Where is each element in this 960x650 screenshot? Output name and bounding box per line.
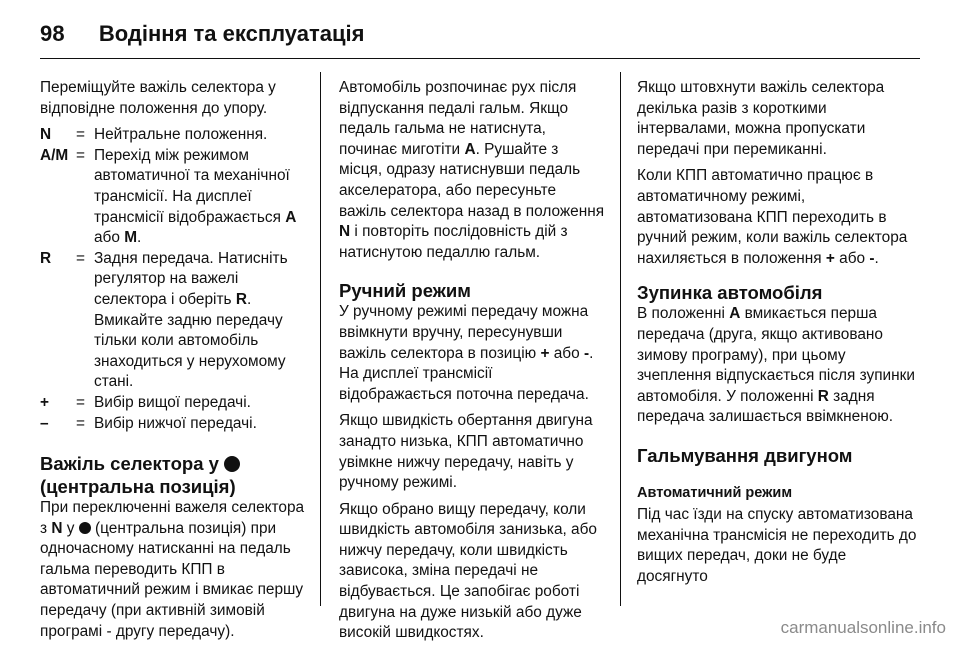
- definition-item: [40, 414, 312, 435]
- definition-item: [40, 125, 312, 146]
- page-number: 98: [40, 21, 65, 46]
- column-divider-2: [620, 72, 621, 606]
- bold-symbol: -: [583, 344, 590, 362]
- text-run: і повторіть послідовність дій з натиснутою педаллю гальм.: [339, 223, 568, 261]
- definition-text: [94, 249, 312, 393]
- definition-item: [40, 146, 312, 249]
- bold-symbol: -: [869, 249, 875, 267]
- bold-letter: R: [817, 387, 829, 405]
- subheading-automatic-mode: Автоматичний режим: [637, 484, 793, 501]
- definition-term: +: [40, 393, 49, 411]
- text-run: або: [94, 229, 125, 247]
- bold-letter: M: [124, 229, 138, 247]
- text-run: .: [874, 249, 879, 267]
- section-heading-center-position: [40, 452, 312, 498]
- text-run: .: [137, 229, 142, 247]
- text-run: Задня передача. Натисніть регулятор на важелі селектора і оберіть: [94, 249, 288, 308]
- text-run: У ручному режимі передачу можна ввімкнути вручну, пересунувши важіль селектора в позицію: [339, 303, 589, 362]
- text-run: задня передача залишається ввімкненою.: [637, 387, 894, 426]
- center-position-dot-icon: [224, 456, 240, 472]
- manual-mode-paragraph: [339, 302, 605, 405]
- text-run: або: [549, 344, 584, 362]
- definition-text: [94, 146, 312, 249]
- column-3: [637, 78, 917, 593]
- column-2: [339, 78, 605, 650]
- definition-text: Вибір нижчої передачі.: [94, 414, 257, 432]
- page-header: [40, 14, 364, 54]
- equals-sign: =: [76, 126, 85, 144]
- text-run: . Вмикайте задню передачу тільки коли автомобіль знаходиться у нерухомому стані.: [94, 290, 286, 391]
- equals-sign: =: [76, 393, 85, 411]
- manual-switch-paragraph: [637, 166, 917, 269]
- equals-sign: =: [76, 146, 85, 164]
- bold-symbol: +: [540, 344, 550, 362]
- page-title: Водіння та експлуатація: [98, 21, 365, 46]
- text-run: . На дисплеї трансмісії відображається поточна передача.: [339, 344, 594, 403]
- equals-sign: =: [76, 414, 85, 432]
- definition-text: Нейтральне положення.: [94, 126, 268, 144]
- text-run: вмикається перша передача (друга, якщо активовано зимову програму), при цьому зчеплення відпускається після зупинки автомобіля. У положенні: [637, 305, 915, 405]
- text-run: Автомобіль розпочинає рух після відпускання педалі гальм. Якщо педаль гальма не натиснута, починає миготіти: [339, 79, 577, 158]
- bold-letter: N: [51, 519, 63, 537]
- definition-term: N: [40, 126, 52, 144]
- stopping-paragraph: [637, 304, 917, 428]
- bold-letter: N: [339, 223, 351, 241]
- definition-term: A/M: [40, 146, 69, 164]
- bold-letter: R: [235, 290, 247, 308]
- column-1: [40, 78, 312, 648]
- low-speed-paragraph: Якщо швидкість обертання двигуна занадто низька, КПП автоматично увімкне нижчу передачу, навіть у ручному режимі.: [339, 412, 593, 492]
- header-divider: [40, 58, 920, 59]
- bold-symbol: +: [825, 249, 835, 267]
- definition-term: R: [40, 249, 52, 267]
- center-position-paragraph: [40, 498, 312, 642]
- column-divider-1: [320, 72, 321, 606]
- engine-braking-paragraph: Під час їзди на спуску автоматизована механічна трансмісія не переходить до вищих передач, доки не буде досягнуто: [637, 505, 917, 585]
- selector-position-list: [40, 125, 312, 434]
- bold-letter: A: [464, 140, 476, 158]
- text-run: у: [62, 519, 79, 537]
- bold-letter: A: [285, 208, 297, 226]
- definition-term: –: [40, 414, 49, 432]
- text-run: Коли КПП автоматично працює в автоматичному режимі, автоматизована КПП переходить в ручний режим, коли важіль селектора нахиляється в положення: [637, 167, 908, 267]
- center-position-dot-icon: [79, 522, 91, 534]
- text-run: . Рушайте з місця, одразу натиснувши педаль акселератора, або пересуньте важіль селектора назад в положення: [339, 140, 605, 220]
- skip-gears-paragraph: Якщо штовхнути важіль селектора декілька разів з короткими інтервалами, можна пропускати передачі при перемиканні.: [637, 79, 885, 158]
- text-run: Перехід між режимом автоматичної та механічної трансмісії. На дисплеї трансмісії відображається: [94, 146, 290, 226]
- section-heading-manual-mode: Ручний режим: [339, 280, 471, 302]
- text-run: При переключенні важеля селектора з: [40, 499, 305, 537]
- gear-change-paragraph: Якщо обрано вищу передачу, коли швидкість автомобіля занизька, або нижчу передачу, коли швидкість зависока, зміна передачі не відбувається. Це запобігає роботі двигуна на дуже низькій або дуже високій швидкостях.: [339, 500, 597, 642]
- text-run: (центральна позиція) при одночасному натисканні на педаль гальма переводить КПП в автоматичний режим і вмикає першу передачу (при активній зимовій програмі - другу передачу).: [40, 519, 304, 640]
- heading-text: Важіль селектора у: [40, 453, 219, 475]
- text-run: або: [834, 249, 870, 267]
- intro-paragraph: Переміщуйте важіль селектора у відповідне положення до упору.: [40, 79, 276, 117]
- watermark: carmanualsonline.info: [780, 618, 946, 637]
- definition-item: [40, 393, 312, 414]
- definition-item: [40, 249, 312, 393]
- heading-text: (центральна позиція): [40, 476, 236, 498]
- definition-text: Вибір вищої передачі.: [94, 393, 251, 411]
- pullaway-paragraph: [339, 78, 605, 263]
- section-heading-stopping: Зупинка автомобіля: [637, 282, 823, 304]
- bold-letter: A: [729, 305, 741, 323]
- text-run: В положенні: [637, 305, 730, 323]
- equals-sign: =: [76, 249, 85, 267]
- section-heading-engine-braking: Гальмування двигуном: [637, 444, 853, 466]
